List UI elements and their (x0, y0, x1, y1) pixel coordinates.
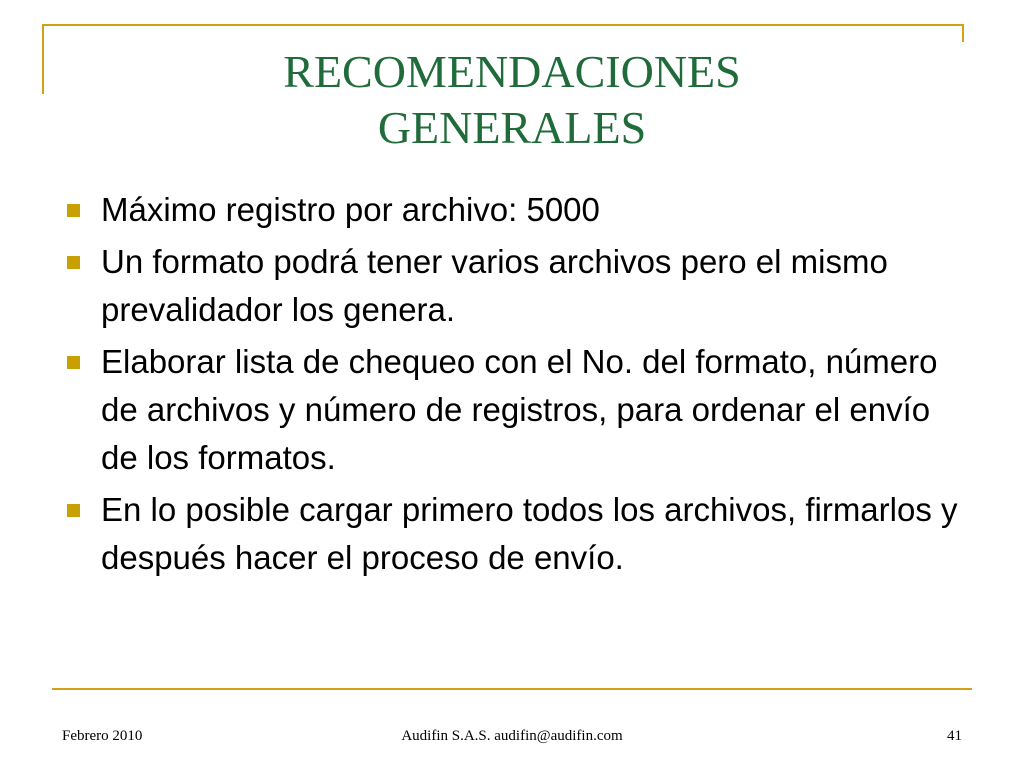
bullet-item (60, 486, 960, 582)
bullet-text: Máximo registro por archivo: 5000 (101, 191, 600, 228)
page-number: 41 (947, 728, 962, 744)
footer-company: Audifin S.A.S. audifin@audifin.com (401, 728, 623, 744)
square-bullet-icon (67, 204, 80, 217)
bullet-text: Elaborar lista de chequeo con el No. del formato, número de archivos y número de registros, para ordenar el envío de los formatos. (101, 343, 938, 476)
bullet-item (60, 186, 960, 234)
slide-title (60, 44, 964, 156)
footer-divider (52, 688, 972, 690)
frame-right-line (962, 24, 964, 42)
square-bullet-icon (67, 356, 80, 369)
frame-left-line (42, 24, 44, 94)
slide-title-line1: RECOMENDACIONES (283, 46, 741, 97)
bullet-item (60, 238, 960, 334)
square-bullet-icon (67, 504, 80, 517)
footer-date: Febrero 2010 (62, 728, 143, 744)
bullet-list (60, 186, 960, 586)
bullet-text: Un formato podrá tener varios archivos pero el mismo prevalidador los genera. (101, 243, 888, 328)
slide-title-line2: GENERALES (377, 102, 647, 153)
bullet-item (60, 338, 960, 482)
square-bullet-icon (67, 256, 80, 269)
bullet-text: En lo posible cargar primero todos los archivos, firmarlos y después hacer el proceso de envío. (101, 491, 958, 576)
frame-top-line (42, 24, 964, 26)
